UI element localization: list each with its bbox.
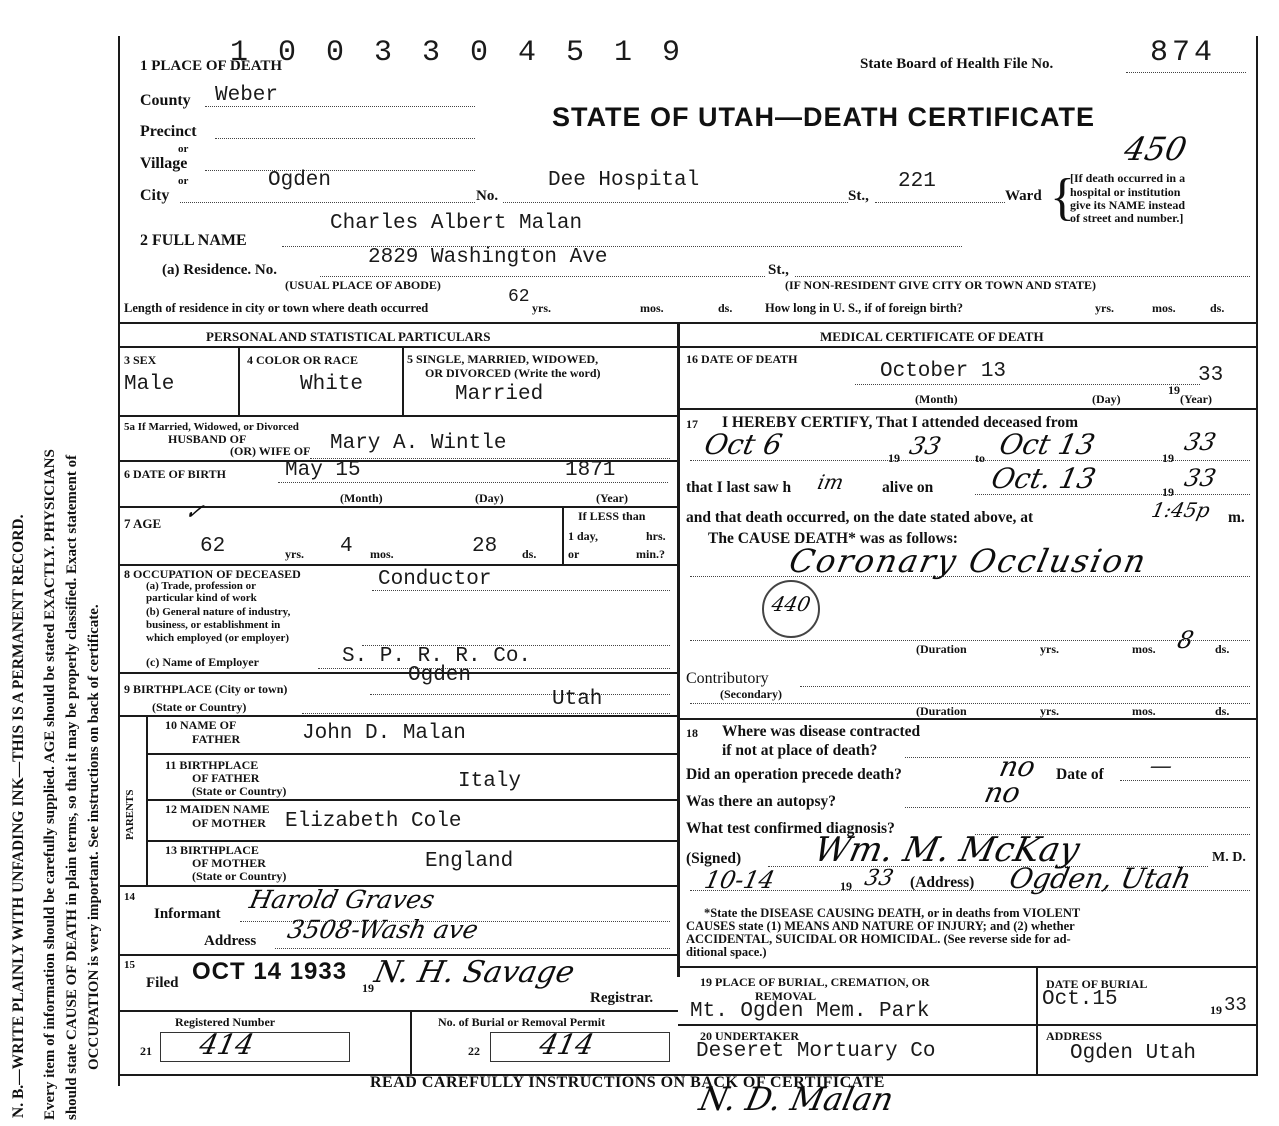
sign-19: 19: [840, 879, 852, 893]
hospital-note-3: give its NAME instead: [1070, 198, 1185, 212]
mother-label-1: 12 MAIDEN NAME: [165, 802, 270, 816]
duration-label-2: (Duration: [916, 704, 967, 718]
residence-st-label: St.,: [768, 262, 789, 278]
county-value: Weber: [215, 84, 279, 107]
file-no: 874: [1150, 36, 1217, 70]
undertaker-address-label: ADDRESS: [1046, 1029, 1103, 1043]
footnote-3: ACCIDENTAL, SUICIDAL OR HOMICIDAL. (See reverse side for ad-: [686, 932, 1071, 946]
occupation-a1: (a) Trade, profession or: [146, 580, 256, 592]
dob-month-label: (Month): [340, 491, 383, 505]
age-check-icon: ✓: [182, 500, 207, 525]
date-of-label: Date of: [1056, 766, 1104, 783]
occupation-a2: particular kind of work: [146, 592, 257, 604]
file-no-label: State Board of Health File No.: [860, 56, 1054, 72]
age-yrs-label: yrs.: [285, 547, 304, 561]
informant-value: Harold Graves: [246, 885, 438, 914]
city-value: Ogden: [268, 169, 332, 192]
informant-number: 14: [124, 891, 135, 903]
birthplace-city: Ogden: [408, 664, 472, 687]
operation-label: Did an operation precede death?: [686, 766, 902, 783]
physician-address-label: (Address): [910, 874, 975, 891]
duration-mos-1: mos.: [1132, 642, 1156, 656]
registered-number-label: Registered Number: [175, 1015, 276, 1029]
footer-signature: N. D. Malan: [695, 1080, 897, 1118]
mother-birthplace-label-1: 13 BIRTHPLACE: [165, 843, 259, 857]
less-min-label: min.?: [636, 547, 666, 561]
n21-label: 21: [140, 1044, 152, 1058]
length-residence-yrs: 62: [508, 287, 530, 307]
dob-day-label: (Day): [475, 491, 504, 505]
less-day-label: 1 day,: [568, 529, 599, 543]
hospital-note-4: of street and number.]: [1070, 211, 1184, 225]
age-years: 62: [200, 535, 226, 558]
death-time: 1:45p: [1149, 498, 1213, 522]
hospital-note-2: hospital or institution: [1070, 185, 1181, 199]
sign-date: 10-14: [702, 866, 778, 894]
death-19: 19: [1168, 383, 1180, 397]
county-label: County: [140, 92, 191, 109]
death-occurred-label: and that death occurred, on the date stated above, at: [686, 509, 1034, 526]
spouse-label-3: (OR) WIFE OF: [230, 444, 311, 458]
operation-value: no: [996, 750, 1039, 783]
mos-label: mos.: [640, 301, 664, 315]
burial-place: Mt. Ogden Mem. Park: [690, 1000, 930, 1023]
filed-number: 15: [124, 959, 135, 971]
mother-birthplace-label-2: OF MOTHER: [192, 856, 266, 870]
birthplace-label: 9 BIRTHPLACE (City or town): [124, 682, 288, 696]
usual-place-label: (USUAL PLACE OF ABODE): [285, 278, 441, 292]
marital-value: Married: [455, 383, 544, 406]
occupation-value: Conductor: [378, 568, 492, 591]
spouse-label-1: 5a If Married, Widowed, or Divorced: [124, 421, 299, 433]
footnote-4: ditional space.): [686, 945, 767, 959]
sex-value: Male: [124, 373, 175, 396]
death-month-label: (Month): [915, 392, 958, 406]
precinct-label: Precinct: [140, 123, 197, 140]
father-birthplace-label-1: 11 BIRTHPLACE: [165, 758, 259, 772]
burial-place-label-2: REMOVAL: [755, 989, 817, 1003]
death-day-label: (Day): [1092, 392, 1121, 406]
race-label: 4 COLOR OR RACE: [247, 353, 359, 367]
residence-value: 2829 Washington Ave: [368, 246, 608, 269]
duration-label-1: (Duration: [916, 642, 967, 656]
test-label: What test confirmed diagnosis?: [686, 820, 895, 837]
burial-date: Oct.15: [1042, 988, 1118, 1011]
residence-label: (a) Residence. No.: [162, 262, 277, 278]
parents-label: PARENTS: [124, 789, 136, 840]
margin-line-2: Every item of information should be carefully supplied. AGE should be stated EXACTLY. PHYSICIANS: [42, 449, 58, 1120]
attended-to-date: Oct 13: [996, 428, 1098, 461]
mother-birthplace-label-3: (State or Country): [192, 869, 287, 883]
physician-signature: Wm. M. McKay: [810, 830, 1084, 870]
burial-permit-label: No. of Burial or Removal Permit: [438, 1015, 606, 1029]
father-birthplace: Italy: [458, 770, 522, 793]
certificate-number: 1 0 0 3 3 0 4 5 1 9: [230, 36, 687, 70]
time-m-label: m.: [1228, 509, 1245, 526]
to-label: to: [975, 451, 985, 465]
operation-date: —: [1147, 754, 1175, 779]
signed-label: (Signed): [686, 850, 742, 867]
father-label-2: FATHER: [192, 732, 241, 746]
full-name-value: Charles Albert Malan: [330, 212, 583, 235]
date-of-death-label: 16 DATE OF DEATH: [686, 352, 798, 366]
autopsy-value: no: [981, 776, 1024, 809]
occupation-b1: (b) General nature of industry,: [146, 606, 291, 618]
less-hrs-label: hrs.: [646, 529, 666, 543]
full-name-label: 2 FULL NAME: [140, 232, 247, 249]
hospital-note-1: [If death occurred in a: [1070, 171, 1186, 185]
race-value: White: [300, 373, 364, 396]
ds-label-2: ds.: [1210, 301, 1225, 315]
or-text-2: or: [178, 175, 189, 187]
occupation-b3: which employed (or employer): [146, 632, 290, 644]
secondary-label: (Secondary): [720, 687, 782, 701]
father-name: John D. Malan: [302, 722, 466, 745]
marital-label-2: OR DIVORCED (Write the word): [425, 366, 601, 380]
burial-19: 19: [1210, 1003, 1222, 1017]
occupation-label: 8 OCCUPATION OF DECEASED: [124, 567, 301, 581]
footnote-1: *State the DISEASE CAUSING DEATH, or in deaths from VIOLENT: [704, 906, 1081, 920]
dob-month-day: May 15: [285, 459, 361, 482]
last-saw-label-1: that I last saw h: [686, 479, 792, 496]
instructions-footer: READ CAREFULLY INSTRUCTIONS ON BACK OF CERTIFICATE: [370, 1074, 885, 1091]
father-label-1: 10 NAME OF: [165, 718, 237, 732]
q18-number: 18: [686, 726, 698, 740]
marital-label-1: 5 SINGLE, MARRIED, WIDOWED,: [407, 352, 599, 366]
last-saw-pronoun: im: [815, 470, 846, 494]
age-ds-label: ds.: [522, 547, 537, 561]
cause-label: The CAUSE DEATH* was as follows:: [708, 530, 958, 547]
foreign-birth-label: How long in U. S., if of foreign birth?: [765, 301, 964, 315]
duration-mos-2: mos.: [1132, 704, 1156, 718]
certify-text: I HEREBY CERTIFY, That I attended deceased from: [722, 414, 1078, 431]
employer-label: (c) Name of Employer: [146, 655, 259, 669]
dob-label: 6 DATE OF BIRTH: [124, 467, 226, 481]
physician-address: Ogden, Utah: [1006, 862, 1195, 895]
spouse-value: Mary A. Wintle: [330, 432, 507, 455]
margin-line-4: OCCUPATION is very important. See instructions on back of certificate.: [86, 604, 102, 1070]
informant-address-label: Address: [204, 933, 257, 949]
autopsy-label: Was there an autopsy?: [686, 793, 836, 810]
occupation-b2: business, or establishment in: [146, 619, 281, 631]
attended-from-year: 33: [907, 432, 944, 460]
personal-heading: PERSONAL AND STATISTICAL PARTICULARS: [206, 329, 491, 344]
death-year-label: (Year): [1180, 392, 1212, 406]
sign-year: 33: [862, 866, 896, 891]
contributory-label: Contributory: [686, 670, 769, 687]
non-resident-label: (IF NON-RESIDENT GIVE CITY OR TOWN AND STATE): [785, 278, 1097, 292]
age-label: 7 AGE: [124, 516, 162, 531]
medical-heading: MEDICAL CERTIFICATE OF DEATH: [820, 329, 1044, 344]
yrs-label-2: yrs.: [1095, 301, 1114, 315]
n22-label: 22: [468, 1044, 480, 1058]
father-birthplace-label-2: OF FATHER: [192, 771, 260, 785]
less-or-label: or: [568, 547, 580, 561]
cause-duration-days: 8: [1175, 626, 1197, 654]
ward-label: Ward: [1005, 188, 1042, 204]
duration-yrs-2: yrs.: [1040, 704, 1059, 718]
footnote-2: CAUSES state (1) MEANS AND NATURE OF INJURY; and (2) whether: [686, 919, 1075, 933]
margin-line-3: should state CAUSE OF DEATH in plain terms, so that it may be properly classified. Exact statement of: [64, 454, 80, 1120]
registrar-label: Registrar.: [590, 990, 654, 1006]
age-months: 4: [340, 535, 353, 558]
burial-permit-number: 414: [536, 1028, 597, 1061]
age-mos-label: mos.: [370, 547, 394, 561]
last-19: 19: [1162, 485, 1174, 499]
age-days: 28: [472, 535, 498, 558]
employer-value: S. P. R. R. Co.: [342, 645, 532, 668]
father-birthplace-label-3: (State or Country): [192, 784, 287, 798]
duration-yrs-1: yrs.: [1040, 642, 1059, 656]
burial-year: 33: [1224, 994, 1247, 1016]
q18-label-2: if not at place of death?: [722, 742, 878, 759]
duration-ds-1: ds.: [1215, 642, 1230, 656]
yrs-label: yrs.: [532, 301, 551, 315]
dob-year: 1871: [565, 459, 616, 482]
last-saw-label-2: alive on: [882, 479, 934, 496]
mos-label-2: mos.: [1152, 301, 1176, 315]
mother-name: Elizabeth Cole: [285, 810, 462, 833]
birthplace-state-label: (State or Country): [152, 700, 247, 714]
brace-icon: {: [1050, 169, 1075, 226]
from-19: 19: [888, 451, 900, 465]
no-label: No.: [476, 188, 499, 204]
hospital-value: Dee Hospital: [548, 169, 700, 192]
informant-address: 3508-Wash ave: [284, 915, 481, 944]
cause-of-death: Coronary Occlusion: [785, 542, 1152, 580]
to-19: 19: [1162, 451, 1174, 465]
mother-birthplace: England: [425, 850, 514, 873]
registrar-signature: N. H. Savage: [371, 955, 578, 990]
death-year: 33: [1198, 364, 1224, 387]
stamp-code: 440: [769, 592, 813, 616]
informant-label: Informant: [154, 906, 221, 922]
attended-to-year: 33: [1182, 428, 1219, 456]
classification-stamp: [762, 580, 820, 638]
burial-place-label-1: 19 PLACE OF BURIAL, CREMATION, OR: [700, 975, 930, 989]
extra-number: 450: [1120, 130, 1191, 168]
md-label: M. D.: [1212, 850, 1246, 865]
length-residence-label: Length of residence in city or town where death occurred: [124, 301, 429, 315]
sex-label: 3 SEX: [124, 353, 157, 367]
undertaker-name: Deseret Mortuary Co: [696, 1040, 936, 1063]
st-label: St.,: [848, 188, 869, 204]
spouse-label-2: HUSBAND OF: [168, 432, 247, 446]
undertaker-address: Ogden Utah: [1070, 1042, 1197, 1065]
burial-date-label: DATE OF BURIAL: [1046, 977, 1148, 991]
city-label: City: [140, 187, 170, 204]
undertaker-label: 20 UNDERTAKER: [700, 1029, 800, 1043]
death-month-day: October 13: [880, 360, 1007, 383]
duration-ds-2: ds.: [1215, 704, 1230, 718]
village-label: Village: [140, 155, 188, 172]
last-saw-date: Oct. 13: [988, 462, 1099, 495]
mother-label-2: OF MOTHER: [192, 816, 266, 830]
last-saw-year: 33: [1182, 464, 1219, 492]
certify-number: 17: [686, 417, 698, 431]
place-of-death-label: 1 PLACE OF DEATH: [140, 58, 283, 74]
filed-19: 19: [362, 981, 374, 995]
filed-label: Filed: [146, 975, 179, 991]
birthplace-state: Utah: [552, 688, 603, 711]
ds-label: ds.: [718, 301, 733, 315]
filed-date-stamp: OCT 14 1933: [192, 958, 348, 985]
attended-from-date: Oct 6: [701, 428, 786, 461]
certificate-title: STATE OF UTAH—DEATH CERTIFICATE: [552, 102, 1095, 132]
margin-line-1: N. B.—WRITE PLAINLY WITH UNFADING INK—THIS IS A PERMANENT RECORD.: [10, 514, 27, 1118]
or-text-1: or: [178, 143, 189, 155]
dob-year-label: (Year): [596, 491, 628, 505]
ward-number: 221: [898, 170, 936, 193]
q18-label-1: Where was disease contracted: [722, 723, 921, 740]
less-than-label: If LESS than: [578, 509, 646, 523]
registered-number: 414: [196, 1028, 257, 1061]
